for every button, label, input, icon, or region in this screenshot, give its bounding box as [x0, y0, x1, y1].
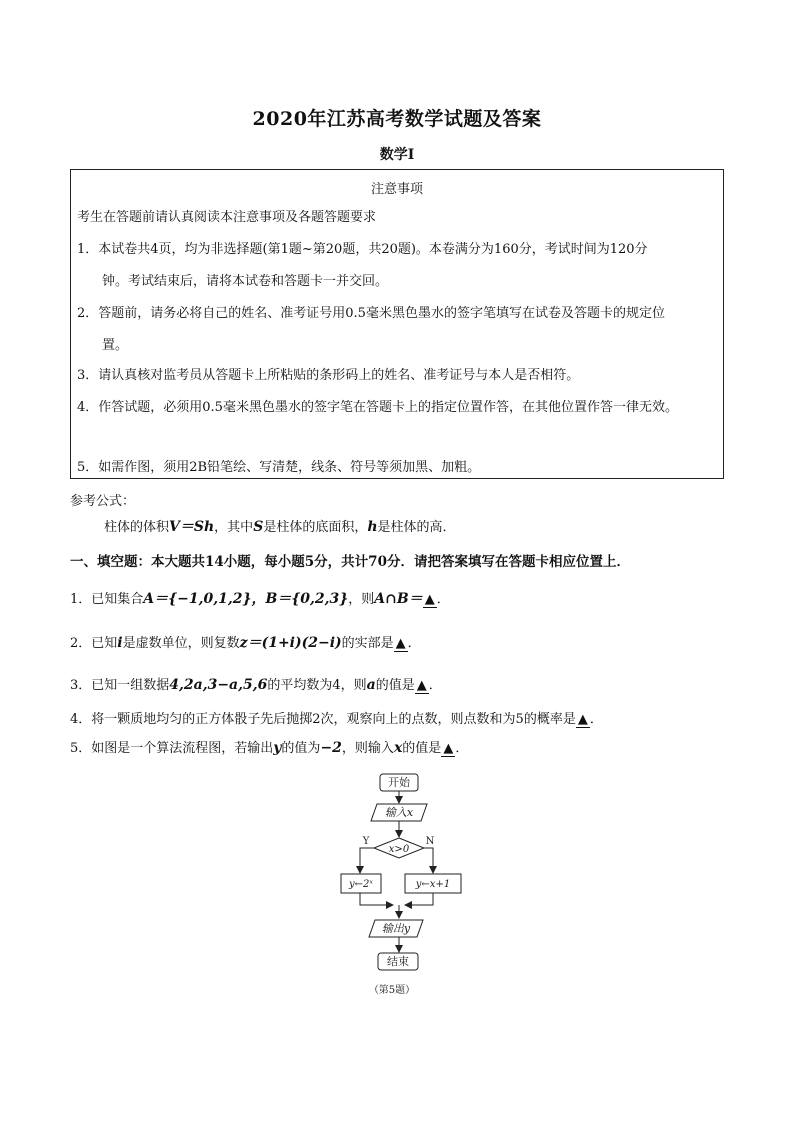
page-subtitle: 数学Ⅰ	[379, 147, 415, 163]
question-2	[70, 632, 421, 652]
q-math: x	[393, 740, 403, 756]
q-math: a	[366, 677, 376, 693]
flow-output-box	[369, 920, 423, 937]
flow-left-process	[341, 874, 381, 893]
notice-item-1: 1．本试卷共4页，均为非选择题(第1题~第20题，共20题)。本卷满分为160分，考试时间为120分	[77, 242, 648, 257]
answer-blank: ▲	[416, 678, 427, 693]
q-text: ．	[455, 741, 469, 756]
formula-h: h	[367, 519, 378, 535]
flow-start-box	[380, 774, 418, 791]
notice-item-5: 5．如需作图，须用2B铅笔绘、写清楚，线条、符号等须加黑、加粗。	[77, 460, 481, 475]
flow-output-label: 输出y	[381, 922, 411, 935]
q-text: 4．将一颗质地均匀的正方体骰子先后抛掷2次，观察向上的点数，则点数和为5的概率是	[70, 712, 576, 727]
q-math: A＝{−1,0,1,2}，B＝{0,2,3}	[143, 591, 349, 607]
q-text: 的值为	[281, 741, 321, 756]
notice-item-1-cont: 钟。考试结束后，请将本试卷和答题卡一并交回。	[102, 274, 389, 289]
notice-item-3: 3．请认真核对监考员从答题卡上所粘贴的条形码上的姓名、准考证号与本人是否相符。	[77, 368, 580, 383]
q-text: 是虚数单位，则复数	[122, 636, 240, 651]
notice-box	[70, 169, 724, 479]
q-text: 的值是	[402, 741, 442, 756]
flow-no-label: N	[425, 836, 435, 847]
flow-start-label: 开始	[388, 776, 410, 789]
q-math: z＝(1+i)(2−i)	[239, 635, 342, 651]
formula-text: ，其中	[214, 520, 254, 535]
section-heading: 一、填空题：本大题共14小题，每小题5分，共计70分．请把答案填写在答题卡相应位置上．	[70, 554, 630, 570]
q-text: ．	[407, 636, 421, 651]
flow-decision-label: x>0	[388, 844, 410, 855]
q-text: 3．已知一组数据	[70, 678, 170, 693]
q-math: 4,2a,3−a,5,6	[169, 677, 268, 693]
answer-blank: ▲	[395, 636, 406, 651]
formula-volume: V＝Sh	[169, 519, 215, 535]
flow-left-label: y←2ˣ	[349, 879, 373, 890]
question-1	[70, 588, 450, 608]
flow-decision	[374, 838, 424, 858]
question-4	[70, 708, 603, 728]
formula-text: 是柱体的高．	[377, 520, 456, 535]
flow-right-label: y←x+1	[415, 879, 451, 890]
q-text: ，则	[348, 592, 375, 607]
q-text: ．	[436, 592, 450, 607]
flow-input-label: 输入x	[384, 806, 414, 819]
q-text: 1．已知集合	[70, 592, 144, 607]
q-text: ．	[589, 712, 603, 727]
q-text: 的实部是	[341, 636, 394, 651]
q-text: 2．已知	[70, 636, 118, 651]
page-title: 2020年江苏高考数学试题及答案	[252, 108, 542, 130]
notice-heading: 注意事项	[370, 182, 423, 197]
reference-formula	[104, 516, 456, 536]
answer-blank: ▲	[424, 592, 435, 607]
q-text: 的值是	[375, 678, 415, 693]
answer-blank: ▲	[577, 712, 588, 727]
question-3	[70, 674, 442, 694]
formula-s: S	[253, 519, 264, 535]
flow-input-box	[371, 804, 427, 821]
notice-item-2-cont: 置。	[102, 338, 129, 353]
q-math: y	[273, 740, 282, 756]
flow-yes-label: Y	[362, 836, 370, 847]
q-math: i	[117, 635, 123, 651]
notice-item-4: 4．作答试题，必须用0.5毫米黑色墨水的签字笔在答题卡上的指定位置作答，在其他位置作答一律无效。	[77, 400, 678, 415]
formula-text: 是柱体的底面积，	[263, 520, 368, 535]
answer-blank: ▲	[443, 741, 454, 756]
q-text: 5．如图是一个算法流程图，若输出	[70, 741, 274, 756]
notice-item-2: 2．答题前，请务必将自己的姓名、准考证号用0.5毫米黑色墨水的签字笔填写在试卷及答题卡的规定位	[77, 306, 665, 321]
flow-caption: （第5题）	[368, 985, 416, 996]
reference-label: 参考公式：	[70, 494, 136, 509]
flow-end-label: 结束	[387, 955, 409, 968]
q-text: 的平均数为4，则	[267, 678, 367, 693]
question-5	[70, 737, 468, 757]
notice-intro: 考生在答题前请认真阅读本注意事项及各题答题要求	[77, 210, 377, 225]
q-text: ．	[428, 678, 442, 693]
flow-end-box	[378, 953, 418, 970]
formula-text: 柱体的体积	[104, 520, 170, 535]
flow-right-process	[405, 874, 461, 893]
q-text: ，则输入	[341, 741, 394, 756]
q-math: A∩B＝	[374, 591, 423, 607]
q-math: −2	[320, 740, 342, 756]
